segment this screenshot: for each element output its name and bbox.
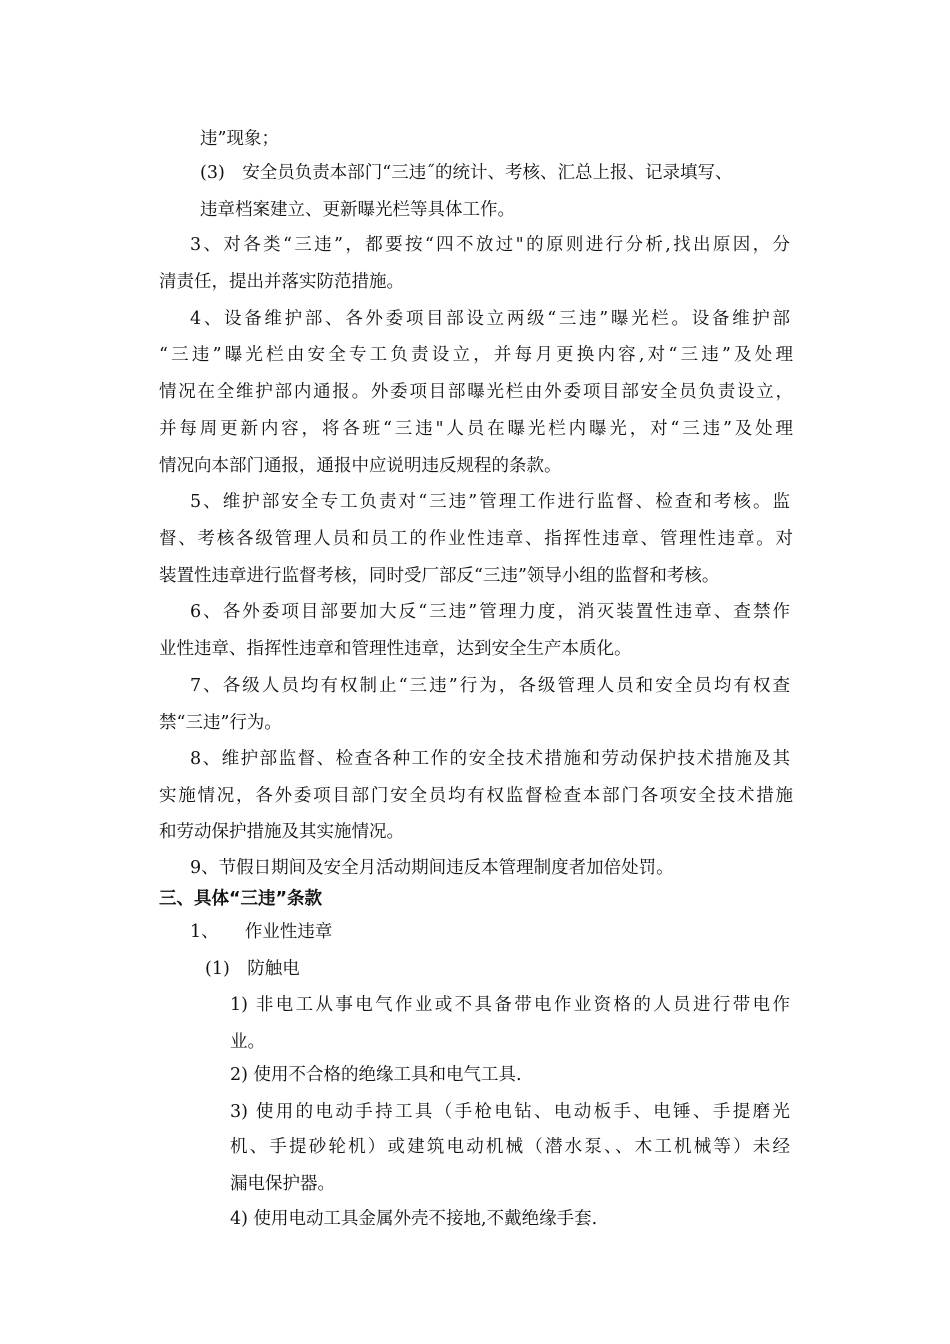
text-line: 机、手提砂轮机）或建筑电动机械（潜水泵、、木工机械等）未经	[230, 1137, 790, 1157]
list-item: (1) 防触电	[205, 959, 300, 979]
paragraph-line: 4、设备维护部、各外委项目部设立两级“三违”曝光栏。设备维护部	[190, 309, 790, 329]
list-item: (3) 安全员负责本部门“三违˝的统计、考核、汇总上报、记录填写、	[200, 163, 733, 183]
paragraph-line: 督、考核各级管理人员和员工的作业性违章、指挥性违章、管理性违章。对	[159, 529, 793, 549]
paragraph-line: 8、维护部监督、检查各种工作的安全技术措施和劳动保护技术措施及其	[190, 749, 790, 769]
list-item: 3) 使用的电动手持工具（手枪电钻、电动板手、电锤、手提磨光	[230, 1102, 790, 1122]
paragraph-line: 禁“三违”行为。	[159, 713, 282, 733]
text-line: 漏电保护器。	[230, 1174, 335, 1194]
list-item: 1) 非电工从事电气作业或不具备带电作业资格的人员进行带电作	[230, 995, 790, 1015]
paragraph-line: 并每周更新内容，将各班“三违"人员在曝光栏内曝光，对“三违”及处理	[159, 419, 793, 439]
paragraph-line: 实施情况，各外委项目部门安全员均有权监督检查本部门各项安全技术措施	[159, 786, 793, 806]
paragraph-line: 业性违章、指挥性违章和管理性违章，达到安全生产本质化。	[159, 639, 632, 659]
list-item: 2) 使用不合格的绝缘工具和电气工具.	[230, 1065, 522, 1085]
paragraph-line: 清责任，提出并落实防范措施。	[159, 272, 404, 292]
paragraph-line: 和劳动保护措施及其实施情况。	[159, 822, 404, 842]
text-line: 违章档案建立、更新曝光栏等具体工作。	[200, 200, 515, 220]
paragraph-line: 6、各外委项目部要加大反“三违”管理力度，消灭装置性违章、查禁作	[190, 602, 790, 622]
paragraph-line: 7、各级人员均有权制止“三违”行为，各级管理人员和安全员均有权查	[190, 676, 790, 696]
paragraph-line: “三违”曝光栏由安全专工负责设立，并每月更换内容,对“三违”及处理	[159, 345, 793, 365]
paragraph-line: 3、对各类“三违”，都要按“四不放过"的原则进行分析,找出原因，分	[190, 235, 790, 255]
list-item: 4) 使用电动工具金属外壳不接地,不戴绝缘手套.	[230, 1209, 598, 1229]
subsection-heading: 1、 作业性违章	[190, 922, 333, 942]
text-line: 业。	[230, 1032, 265, 1052]
text-line: 违”现象；	[200, 129, 279, 149]
paragraph-line: 装置性违章进行监督考核，同时受厂部反“三违”领导小组的监督和考核。	[159, 566, 720, 586]
paragraph-line: 5、维护部安全专工负责对“三违”管理工作进行监督、检查和考核。监	[190, 492, 790, 512]
section-heading: 三、具体“三违”条款	[159, 889, 323, 909]
paragraph-line: 情况在全维护部内通报。外委项目部曝光栏由外委项目部安全员负责设立，	[159, 382, 793, 402]
paragraph-line: 9、节假日期间及安全月活动期间违反本管理制度者加倍处罚。	[190, 858, 674, 878]
paragraph-line: 情况向本部门通报，通报中应说明违反规程的条款。	[159, 456, 562, 476]
